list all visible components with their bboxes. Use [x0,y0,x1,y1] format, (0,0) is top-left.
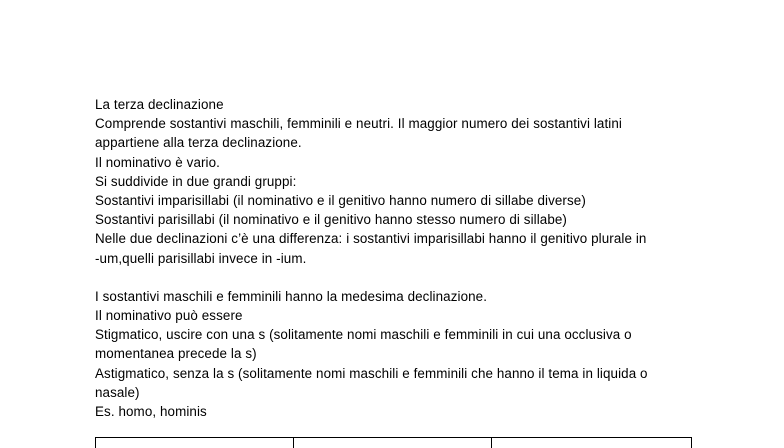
text-line: Astigmatico, senza la s (solitamente nomi maschili e femminili che hanno il tema in liquida o [95,365,648,381]
text-line: momentanea precede la s) [95,346,257,362]
text-line: Comprende sostantivi maschili, femminili e neutri. Il maggior numero dei sostantivi latini [95,116,622,132]
text-line: Si suddivide in due grandi gruppi: [95,173,297,189]
declension-table [95,437,692,448]
text-line: appartiene alla terza declinazione. [95,135,302,151]
text-line: Es. homo, hominis [95,404,207,419]
document-body [95,95,695,421]
section-heading: La terza declinazione [95,97,224,112]
text-line: Stigmatico, uscire con una s (solitamente nomi maschili e femminili in cui una occlusiva o [95,327,632,343]
text-line: Nelle due declinazioni c’è una differenza: i sostantivi imparisillabi hanno il genitivo plurale in [95,231,647,247]
text-line: Il nominativo è vario. [95,154,221,170]
table-column-divider [491,438,492,448]
text-line: Sostantivi parisillabi (il nominativo e il genitivo hanno stesso numero di sillabe) [95,212,567,228]
text-line: Sostantivi imparisillabi (il nominativo e il genitivo hanno numero di sillabe diverse) [95,192,586,208]
text-line: nasale) [95,384,140,400]
paragraph-spacer [95,268,695,287]
text-line: Il nominativo può essere [95,308,243,324]
text-line: I sostantivi maschili e femminili hanno la medesima declinazione. [95,288,488,304]
table-column-divider [293,438,294,448]
text-line: -um,quelli parisillabi invece in -ium. [95,250,307,266]
